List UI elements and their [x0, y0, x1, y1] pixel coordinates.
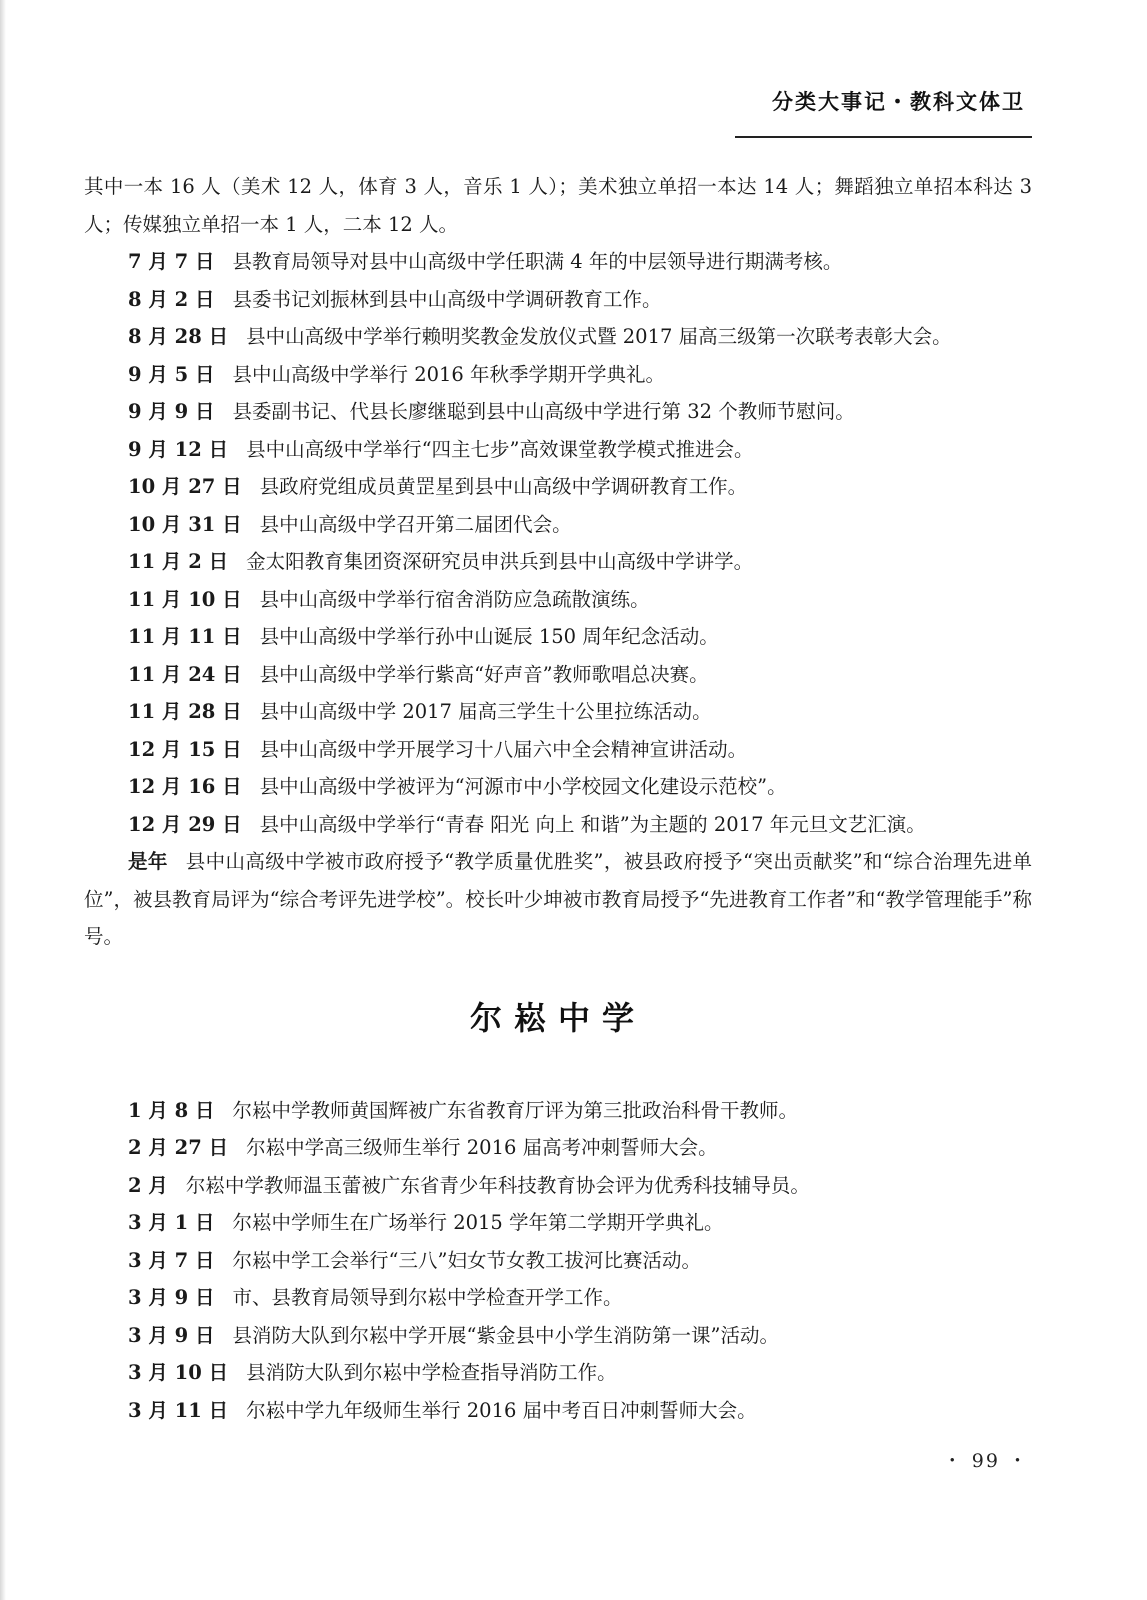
intro-paragraph: 其中一本 16 人（美术 12 人，体育 3 人，音乐 1 人）；美术独立单招一本达 14 人；舞蹈独立单招本科达 3 人；传媒独立单招一本 1 人，二本 12 人。: [84, 175, 1032, 236]
ersong-entry-list: [84, 1092, 1032, 1430]
entry-text: 县政府党组成员黄罡星到县中山高级中学调研教育工作。: [259, 475, 748, 498]
chronicle-entry: [84, 1242, 1032, 1280]
entry-date: 8 月 2 日: [128, 287, 215, 311]
entry-date: 11 月 10 日: [128, 587, 242, 611]
chronicle-entry: [84, 581, 1032, 619]
entry-date: 11 月 28 日: [128, 700, 242, 723]
entry-text: 县中山高级中学开展学习十八届六中全会精神宣讲活动。: [259, 737, 748, 761]
entry-text: 尔崧中学高三级师生举行 2016 届高考冲刺誓师大会。: [246, 1136, 718, 1159]
chronicle-entry: [84, 1392, 1032, 1430]
chronicle-entry: [84, 506, 1032, 544]
chronicle-entry: [84, 1129, 1032, 1167]
entry-text: 县中山高级中学被评为“河源市中小学校园文化建设示范校”。: [259, 775, 787, 798]
section-title: 尔崧中学: [469, 998, 646, 1037]
entry-date: 2 月 27 日: [128, 1136, 229, 1159]
entry-text: 尔崧中学教师黄国辉被广东省教育厅评为第三批政治科骨干教师。: [232, 1098, 799, 1122]
chronicle-entry: [84, 843, 1032, 956]
entry-date: 9 月 5 日: [128, 362, 215, 386]
page-body: [84, 168, 1032, 1429]
entry-date: 3 月 11 日: [128, 1398, 229, 1422]
entry-text: 县中山高级中学被市政府授予“教学质量优胜奖”，被县政府授予“突出贡献奖”和“综合治理先进单位”，被县教育局评为“综合考评先进学校”。校长叶少坤被市教育局授予“先进教育工作者”和“教学管理能手”称号。: [84, 850, 1032, 948]
entry-date: 12 月 15 日: [128, 737, 242, 761]
entry-date: 11 月 2 日: [128, 550, 229, 573]
entry-text: 县中山高级中学举行紫高“好声音”教师歌唱总决赛。: [259, 662, 709, 686]
chronicle-entry: [84, 393, 1032, 431]
entry-text: 县委书记刘振林到县中山高级中学调研教育工作。: [232, 287, 662, 311]
entry-text: 市、县教育局领导到尔崧中学检查开学工作。: [232, 1286, 623, 1309]
entry-text: 县中山高级中学举行“青春 阳光 向上 和谐”为主题的 2017 年元旦文艺汇演。: [259, 812, 926, 836]
entry-text: 县消防大队到尔崧中学开展“紫金县中小学生消防第一课”活动。: [232, 1323, 779, 1347]
chronicle-entry: [84, 1354, 1032, 1392]
entry-date: 12 月 29 日: [128, 812, 242, 836]
entry-date: 3 月 7 日: [128, 1248, 215, 1272]
chronicle-entry: [84, 806, 1032, 844]
entry-text: 尔崧中学九年级师生举行 2016 届中考百日冲刺誓师大会。: [246, 1398, 757, 1422]
entry-date: 7 月 7 日: [128, 250, 215, 273]
entry-date: 11 月 24 日: [128, 662, 242, 686]
chronicle-entry: [84, 543, 1032, 581]
chronicle-entry: [84, 1092, 1032, 1130]
chronicle-entry: [84, 356, 1032, 394]
chronicle-entry: [84, 1204, 1032, 1242]
chronicle-entry: [84, 618, 1032, 656]
chronicle-entry: [84, 1279, 1032, 1317]
entry-text: 县中山高级中学召开第二届团代会。: [259, 512, 572, 536]
chronicle-entry: [84, 431, 1032, 469]
entry-date: 12 月 16 日: [128, 775, 242, 798]
page-number: ・ 99 ・: [942, 1450, 1029, 1472]
entry-text: 县中山高级中学 2017 届高三学生十公里拉练活动。: [259, 700, 712, 723]
entry-date: 是年: [128, 850, 168, 873]
chronicle-entry: [84, 1167, 1032, 1205]
entry-date: 3 月 9 日: [128, 1323, 215, 1347]
chronicle-entry: [84, 656, 1032, 694]
chronicle-entry: [84, 468, 1032, 506]
entry-date: 8 月 28 日: [128, 325, 229, 348]
entry-text: 尔崧中学工会举行“三八”妇女节女教工拔河比赛活动。: [232, 1248, 701, 1272]
chronicle-entry: [84, 731, 1032, 769]
entry-text: 县委副书记、代县长廖继聪到县中山高级中学进行第 32 个教师节慰问。: [232, 400, 855, 423]
chronicle-entry: [84, 768, 1032, 806]
entry-date: 9 月 9 日: [128, 400, 215, 423]
entry-text: 县中山高级中学举行 2016 年秋季学期开学典礼。: [232, 362, 666, 386]
chronicle-entry: [84, 243, 1032, 281]
entry-date: 9 月 12 日: [128, 437, 229, 461]
chronicle-entry: [84, 693, 1032, 731]
entry-date: 11 月 11 日: [128, 625, 242, 648]
running-header: 分类大事记・教科文体卫: [772, 89, 1025, 114]
entry-date: 2 月: [128, 1173, 168, 1197]
entry-date: 1 月 8 日: [128, 1098, 215, 1122]
chronicle-entry: [84, 1317, 1032, 1355]
entry-text: 县教育局领导对县中山高级中学任职满 4 年的中层领导进行期满考核。: [232, 250, 843, 273]
entry-text: 县中山高级中学举行赖明奖教金发放仪式暨 2017 届高三级第一次联考表彰大会。: [246, 325, 952, 348]
entry-date: 3 月 9 日: [128, 1286, 215, 1309]
entry-date: 10 月 27 日: [128, 475, 242, 498]
chronicle-entry: [84, 281, 1032, 319]
entry-text: 县消防大队到尔崧中学检查指导消防工作。: [246, 1361, 617, 1384]
entry-date: 3 月 1 日: [128, 1211, 215, 1234]
entry-date: 3 月 10 日: [128, 1361, 229, 1384]
chronicle-entry: [84, 318, 1032, 356]
entry-text: 尔崧中学师生在广场举行 2015 学年第二学期开学典礼。: [232, 1211, 724, 1234]
entry-text: 尔崧中学教师温玉蕾被广东省青少年科技教育协会评为优秀科技辅导员。: [185, 1173, 810, 1197]
scan-edge-shadow: [0, 0, 6, 1600]
entry-date: 10 月 31 日: [128, 512, 242, 536]
entry-text: 县中山高级中学举行宿舍消防应急疏散演练。: [259, 587, 650, 611]
entry-text: 县中山高级中学举行孙中山诞辰 150 周年纪念活动。: [259, 625, 719, 648]
entry-text: 县中山高级中学举行“四主七步”高效课堂教学模式推进会。: [246, 437, 754, 461]
entry-text: 金太阳教育集团资深研究员申洪兵到县中山高级中学讲学。: [246, 550, 754, 573]
zhongshan-entry-list: [84, 243, 1032, 956]
header-rule: [735, 136, 1032, 138]
